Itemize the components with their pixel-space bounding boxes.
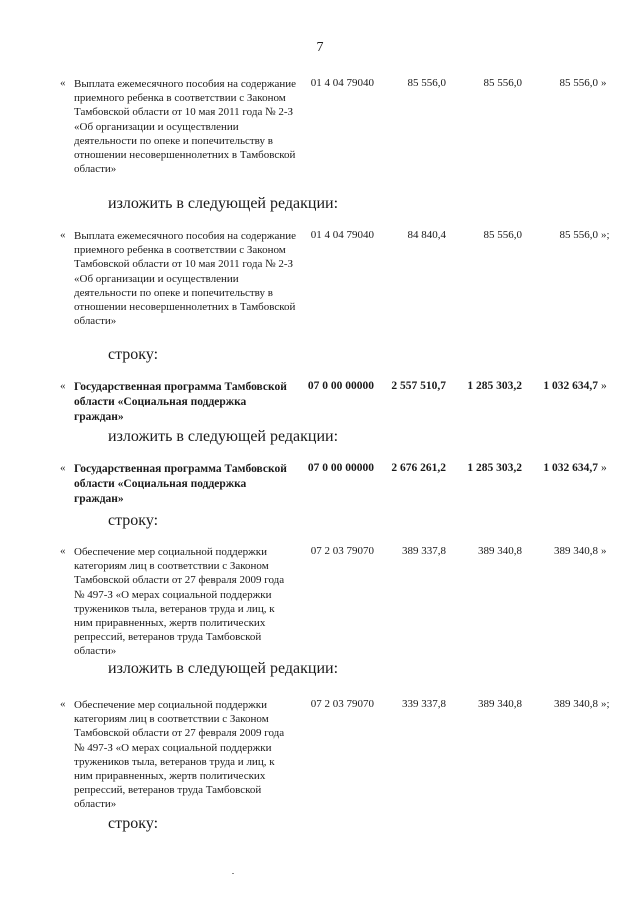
- row-value-1: 84 840,4: [407, 229, 446, 241]
- row-value-2: 85 556,0: [483, 229, 522, 241]
- open-quote: «: [60, 545, 66, 557]
- open-quote: «: [60, 380, 66, 392]
- scan-speck: [232, 873, 234, 874]
- row-value-1: 2 557 510,7: [391, 380, 446, 392]
- close-quote: »;: [601, 229, 610, 241]
- row-value-3: 389 340,8: [554, 698, 598, 710]
- row-code: 07 2 03 79070: [310, 698, 374, 710]
- row-code: 01 4 04 79040: [310, 77, 374, 89]
- page-number: 7: [316, 40, 324, 55]
- row-name: Государственная программа Тамбовской области «Социальная поддержка граждан»: [74, 381, 287, 423]
- row-value-2: 389 340,8: [478, 698, 522, 710]
- instruction-row: строку:: [108, 346, 159, 363]
- row-name: Обеспечение мер социальной поддержки категориям лиц в соответствии с Законом Тамбовской области от 27 февраля 2009 года № 497-З «О мерах социальной поддержки тружеников тыла, ветеранов труда и лиц, к ним приравненных, жертв политических репрессий, ветеранов труда Тамбовской области»: [74, 699, 285, 811]
- row-code: 07 0 00 00000: [307, 462, 374, 474]
- row-value-2: 1 285 303,2: [467, 462, 522, 474]
- row-value-2: 1 285 303,2: [467, 380, 522, 392]
- close-quote: »: [601, 77, 607, 89]
- instruction-replace: изложить в следующей редакции:: [108, 195, 339, 212]
- row-name: Выплата ежемесячного пособия на содержание приемного ребенка в соответствии с Законом Тамбовской области от 10 мая 2011 года № 2-З «Об организации и осуществлении деятельности по опеке и попечительству в отношении несовершеннолетних в Тамбовской области»: [74, 230, 296, 328]
- instruction-row: строку:: [108, 512, 159, 529]
- close-quote: »: [601, 545, 607, 557]
- row-value-2: 389 340,8: [478, 545, 522, 557]
- row-value-1: 2 676 261,2: [391, 462, 446, 474]
- close-quote: »: [601, 462, 607, 474]
- row-value-3: 389 340,8: [554, 545, 598, 557]
- row-name: Выплата ежемесячного пособия на содержание приемного ребенка в соответствии с Законом Тамбовской области от 10 мая 2011 года № 2-З «Об организации и осуществлении деятельности по опеке и попечительству в отношении несовершеннолетних в Тамбовской области»: [74, 78, 296, 176]
- row-value-3: 85 556,0: [559, 229, 598, 241]
- open-quote: «: [60, 77, 66, 89]
- row-value-1: 85 556,0: [407, 77, 446, 89]
- close-quote: »;: [601, 698, 610, 710]
- row-code: 01 4 04 79040: [310, 229, 374, 241]
- row-code: 07 0 00 00000: [307, 380, 374, 392]
- open-quote: «: [60, 462, 66, 474]
- row-value-3: 1 032 634,7: [543, 462, 598, 474]
- row-value-3: 85 556,0: [559, 77, 598, 89]
- instruction-replace: изложить в следующей редакции:: [108, 660, 339, 677]
- open-quote: «: [60, 698, 66, 710]
- row-value-1: 389 337,8: [402, 545, 446, 557]
- open-quote: «: [60, 229, 66, 241]
- row-name: Государственная программа Тамбовской области «Социальная поддержка граждан»: [74, 463, 287, 505]
- close-quote: »: [601, 380, 607, 392]
- instruction-replace: изложить в следующей редакции:: [108, 428, 339, 445]
- instruction-row: строку:: [108, 815, 159, 832]
- row-value-3: 1 032 634,7: [543, 380, 598, 392]
- row-name: Обеспечение мер социальной поддержки категориям лиц в соответствии с Законом Тамбовской области от 27 февраля 2009 года № 497-З «О мерах социальной поддержки тружеников тыла, ветеранов труда и лиц, к ним приравненных, жертв политических репрессий, ветеранов труда Тамбовской области»: [74, 546, 285, 658]
- row-value-2: 85 556,0: [483, 77, 522, 89]
- row-code: 07 2 03 79070: [310, 545, 374, 557]
- row-value-1: 339 337,8: [402, 698, 446, 710]
